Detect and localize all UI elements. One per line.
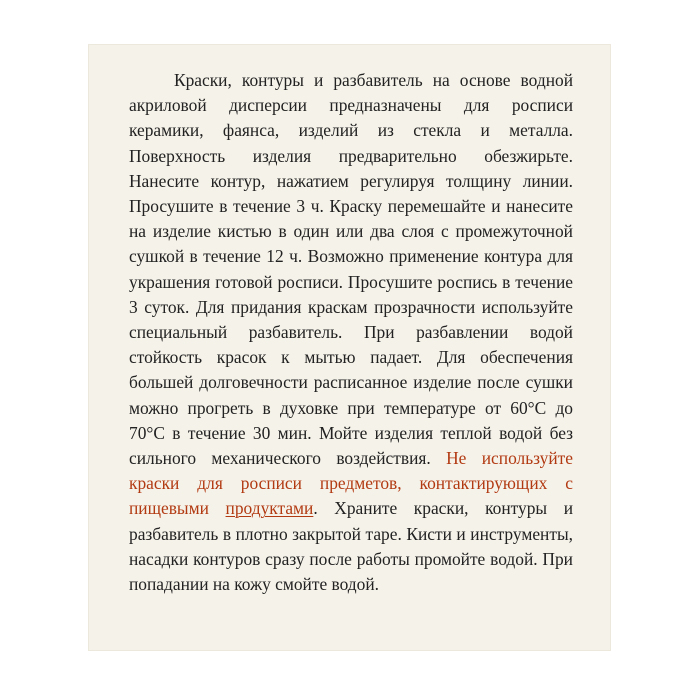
warning-text-underlined: продуктами [225, 498, 314, 519]
instruction-part-2: . Храните краски, контуры и разбавитель в плотно закрытой таре. Кисти и инструменты, насадки контуров сразу после работы промойте водой. При попадании на кожу смойте водой. [129, 498, 573, 595]
instruction-card [89, 45, 610, 650]
instruction-part-1: Краски, контуры и разбавитель на основе водной акриловой дисперсии предназначены для росписи керамики, фаянса, изделий из стекла и металла. Поверхность изделия предварительно обезжирьте. Нанесите контур, нажатием регулируя толщину линии. Просушите в течение 3 ч. Краску перемешайте и нанесите на изделие кистью в один или два слоя с промежуточной сушкой в течение 12 ч. Возможно применение контура для украшения готовой росписи. Просушите роспись в течение 3 суток. Для придания краскам прозрачности используйте специальный разбавитель. При разбавлении водой стойкость красок к мытью падает. Для обеспечения большей долговечности расписанное изделие после сушки можно прогреть в духовке при температуре от 60°С до 70°С в течение 30 мин. Мойте изделия теплой водой без сильного механического воздействия. [129, 70, 573, 469]
warning-text: Не используйте краски для росписи предметов, контактирующих с пищевыми [129, 448, 573, 519]
instruction-text [129, 68, 573, 597]
